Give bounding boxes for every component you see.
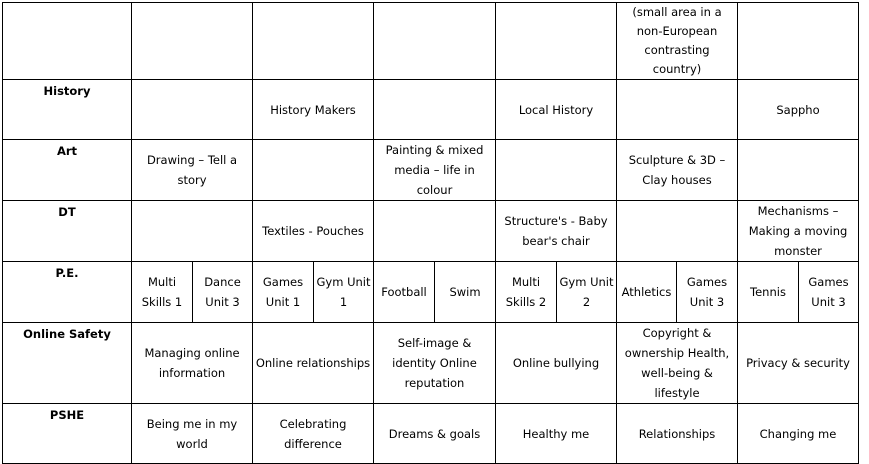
dt-summer1-cell bbox=[617, 201, 738, 262]
art-summer1-cell: Sculpture & 3D – Clay houses bbox=[617, 140, 738, 201]
art-autumn1-cell: Drawing – Tell a story bbox=[132, 140, 253, 201]
pe-unit-cell: Games Unit 3 bbox=[677, 262, 738, 323]
geography-summer1-cell bbox=[617, 3, 738, 80]
geography-spring1-cell bbox=[374, 3, 496, 80]
pe-unit-cell: Athletics bbox=[617, 262, 677, 323]
art-subject-label: Art bbox=[3, 140, 132, 201]
history-summer2-cell: Sappho bbox=[738, 80, 859, 140]
dt-autumn2-cell: Textiles - Pouches bbox=[253, 201, 374, 262]
geography-autumn1-cell bbox=[132, 3, 253, 80]
pshe-autumn2-cell: Celebrating difference bbox=[253, 404, 374, 464]
dt-subject-label: DT bbox=[3, 201, 132, 262]
pshe-summer2-cell: Changing me bbox=[738, 404, 859, 464]
online-safety-subject-label: Online Safety bbox=[3, 323, 132, 404]
online-safety-spring1-cell: Self-image & identity Online reputation bbox=[374, 323, 496, 404]
history-subject-label: History bbox=[3, 80, 132, 140]
pe-unit-cell: Games Unit 3 bbox=[799, 262, 859, 323]
pe-subject-label: P.E. bbox=[3, 262, 132, 323]
curriculum-table bbox=[2, 2, 859, 464]
art-spring2-cell bbox=[496, 140, 617, 201]
art-spring1-cell: Painting & mixed media – life in colour bbox=[374, 140, 496, 201]
pshe-subject-label: PSHE bbox=[3, 404, 132, 464]
dt-spring1-cell bbox=[374, 201, 496, 262]
dt-summer2-cell: Mechanisms – Making a moving monster bbox=[738, 201, 859, 262]
online-safety-row bbox=[3, 323, 859, 404]
pe-unit-cell: Multi Skills 2 bbox=[496, 262, 557, 323]
dt-autumn1-cell bbox=[132, 201, 253, 262]
pe-unit-cell: Games Unit 1 bbox=[253, 262, 314, 323]
pe-unit-cell: Dance Unit 3 bbox=[193, 262, 253, 323]
geography-row bbox=[3, 3, 859, 80]
art-autumn2-cell bbox=[253, 140, 374, 201]
pshe-autumn1-cell: Being me in my world bbox=[132, 404, 253, 464]
pe-row bbox=[3, 262, 859, 323]
pe-unit-cell: Tennis bbox=[738, 262, 799, 323]
online-safety-spring2-cell: Online bullying bbox=[496, 323, 617, 404]
pshe-spring2-cell: Healthy me bbox=[496, 404, 617, 464]
art-row bbox=[3, 140, 859, 201]
pshe-spring1-cell: Dreams & goals bbox=[374, 404, 496, 464]
pe-unit-cell: Gym Unit 2 bbox=[557, 262, 617, 323]
pe-unit-cell: Swim bbox=[435, 262, 496, 323]
online-safety-summer2-cell: Privacy & security bbox=[738, 323, 859, 404]
pe-unit-cell: Gym Unit 1 bbox=[314, 262, 374, 323]
pe-unit-cell: Multi Skills 1 bbox=[132, 262, 193, 323]
history-summer1-cell bbox=[617, 80, 738, 140]
geography-subject-cell bbox=[3, 3, 132, 80]
dt-spring2-cell: Structure's - Baby bear's chair bbox=[496, 201, 617, 262]
online-safety-summer1-cell: Copyright & ownership Health, well-being & lifestyle bbox=[617, 323, 738, 404]
history-row bbox=[3, 80, 859, 140]
pshe-row bbox=[3, 404, 859, 464]
geography-spring2-cell bbox=[496, 3, 617, 80]
history-spring2-cell: Local History bbox=[496, 80, 617, 140]
pshe-summer1-cell: Relationships bbox=[617, 404, 738, 464]
geography-summer1-text: (small area in a non-European contrasting country) bbox=[632, 5, 722, 76]
history-spring1-cell bbox=[374, 80, 496, 140]
geography-autumn2-cell bbox=[253, 3, 374, 80]
dt-row bbox=[3, 201, 859, 262]
online-safety-autumn2-cell: Online relationships bbox=[253, 323, 374, 404]
pe-unit-cell: Football bbox=[374, 262, 435, 323]
online-safety-autumn1-cell: Managing online information bbox=[132, 323, 253, 404]
geography-summer2-cell bbox=[738, 3, 859, 80]
art-summer2-cell bbox=[738, 140, 859, 201]
history-autumn2-cell: History Makers bbox=[253, 80, 374, 140]
history-autumn1-cell bbox=[132, 80, 253, 140]
